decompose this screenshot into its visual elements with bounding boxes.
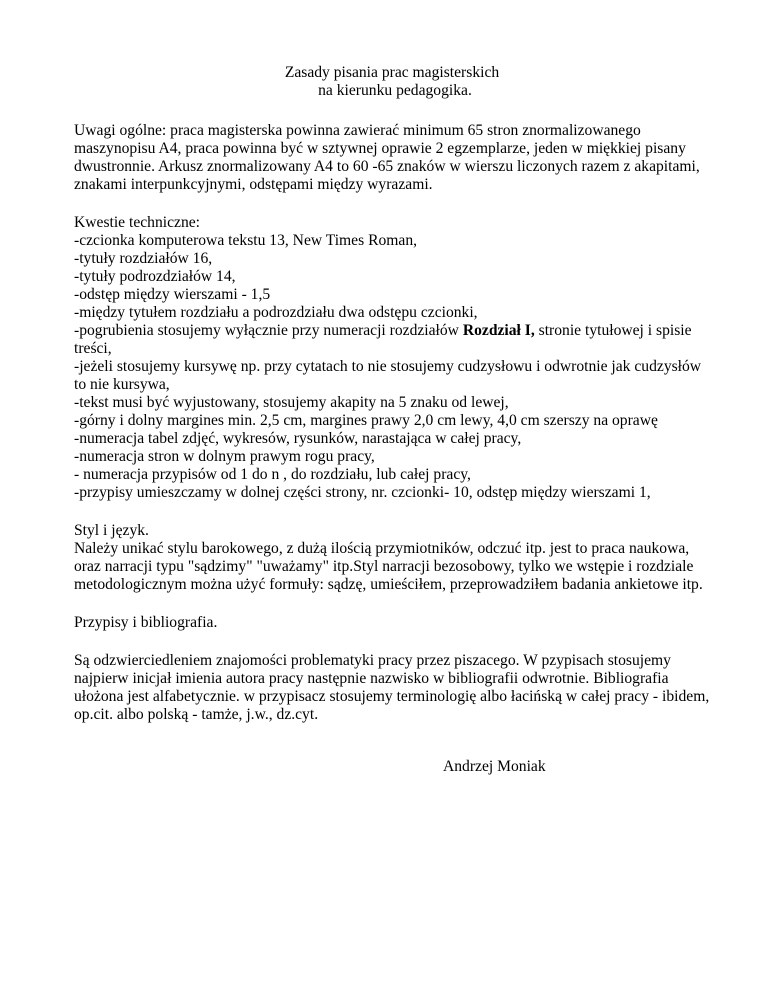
title-line-1: Zasady pisania prac magisterskich bbox=[284, 64, 500, 81]
technical-item: -między tytułem rozdziału a podrozdziału dwa odstępu czcionki, bbox=[74, 304, 478, 321]
author-signature: Andrzej Moniak bbox=[443, 758, 546, 775]
technical-item: -numeracja tabel zdjęć, wykresów, rysunków, narastająca w całej pracy, bbox=[74, 430, 522, 447]
document-body bbox=[74, 64, 714, 775]
technical-item: -odstęp między wierszami - 1,5 bbox=[74, 286, 271, 303]
technical-item: -górny i dolny margines min. 2,5 cm, margines prawy 2,0 cm lewy, 4,0 cm szerszy na oprawę bbox=[74, 412, 658, 429]
style-section bbox=[74, 522, 714, 594]
title-line-2: na kierunku pedagogika. bbox=[318, 82, 472, 99]
technical-item: -tytuły rozdziałów 16, bbox=[74, 250, 213, 267]
technical-item: -przypisy umieszczamy w dolnej części strony, nr. czcionki- 10, odstęp między wierszami 1, bbox=[74, 484, 651, 501]
footnotes-heading: Przypisy i bibliografia. bbox=[74, 614, 218, 631]
technical-item-6-rest: stronie tytułowej i spisie treści, bbox=[74, 322, 692, 357]
technical-section bbox=[74, 214, 714, 502]
technical-item bbox=[74, 322, 714, 358]
technical-item-6-text: -pogrubienia stosujemy wyłącznie przy numeracji rozdziałów bbox=[74, 322, 463, 339]
bold-chapter-example: Rozdział I, bbox=[462, 322, 535, 339]
technical-item: -tytuły podrozdziałów 14, bbox=[74, 268, 236, 285]
footnotes-paragraph: Są odzwierciedleniem znajomości problematyki pracy przez piszacego. W pzypisach stosujemy najpierw inicjał imienia autora pracy następnie nazwisko w bibliografii odwrotnie. Bibliografia ułożona jest alfabetycznie. w przypisacz stosujemy terminologię albo łacińską w całej pracy - ibidem, op.cit. albo polską - tamże, j.w., dz.cyt. bbox=[74, 652, 710, 723]
technical-item: -jeżeli stosujemy kursywę np. przy cytatach to nie stosujemy cudzysłowu i odwrotnie jak cudzysłów to nie kursywa, bbox=[74, 358, 702, 393]
technical-item: - numeracja przypisów od 1 do n , do rozdziału, lub całej pracy, bbox=[74, 466, 471, 483]
style-paragraph: Należy unikać stylu barokowego, z dużą ilością przymiotników, odczuć itp. jest to praca naukowa, oraz narracji typu "sądzimy" "uważamy" itp.Styl narracji bezosobowy, tylko we wstępie i rozdziale metodologicznym można użyć formuły: sądzę, umieściłem, przeprowadziłem badania ankietowe itp. bbox=[74, 540, 703, 593]
technical-item: -numeracja stron w dolnym prawym rogu pracy, bbox=[74, 448, 375, 465]
technical-item: -czcionka komputerowa tekstu 13, New Times Roman, bbox=[74, 232, 418, 249]
style-heading: Styl i język. bbox=[74, 522, 149, 539]
technical-heading: Kwestie techniczne: bbox=[74, 214, 200, 231]
document-title bbox=[74, 64, 714, 100]
technical-item: -tekst musi być wyjustowany, stosujemy akapity na 5 znaku od lewej, bbox=[74, 394, 509, 411]
general-remarks-paragraph: Uwagi ogólne: praca magisterska powinna zawierać minimum 65 stron znormalizowanego maszynopisu A4, praca powinna być w sztywnej oprawie 2 egzemplarze, jeden w miękkiej pisany dwustronnie. Arkusz znormalizowany A4 to 60 -65 znaków w wierszu liczonych razem z akapitami, znakami interpunkcyjnymi, odstępami między wyrazami. bbox=[74, 122, 700, 193]
